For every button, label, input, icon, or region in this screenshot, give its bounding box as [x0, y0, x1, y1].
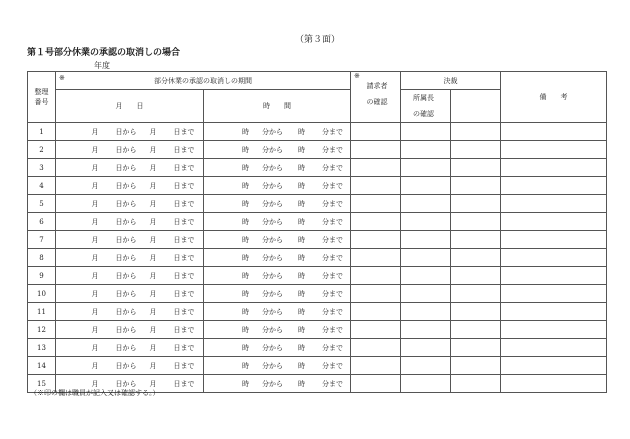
date-cell[interactable]: 月 日から 月 日まで [56, 357, 204, 375]
time-cell[interactable]: 時 分から 時 分まで [204, 303, 351, 321]
table-row [28, 231, 607, 249]
chief-cell[interactable] [401, 141, 451, 159]
decision-cell[interactable] [451, 195, 501, 213]
table-row [28, 177, 607, 195]
date-header: 月 日 [56, 90, 204, 123]
time-cell[interactable]: 時 分から 時 分まで [204, 357, 351, 375]
date-cell[interactable]: 月 日から 月 日まで [56, 159, 204, 177]
requester-cell[interactable] [351, 285, 401, 303]
decision-cell[interactable] [451, 159, 501, 177]
row-number: 14 [28, 357, 56, 375]
time-cell[interactable]: 時 分から 時 分まで [204, 213, 351, 231]
remarks-cell[interactable] [501, 375, 607, 393]
date-cell[interactable]: 月 日から 月 日まで [56, 141, 204, 159]
table-row [28, 357, 607, 375]
chief-header: 所属長 の確認 [401, 90, 451, 123]
footnote: （※印の欄は職員が記入又は確認する。） [30, 389, 160, 397]
row-number: 9 [28, 267, 56, 285]
remarks-cell[interactable] [501, 177, 607, 195]
row-number: 8 [28, 249, 56, 267]
decision-cell[interactable] [451, 267, 501, 285]
decision-cell[interactable] [451, 375, 501, 393]
decision-cell[interactable] [451, 141, 501, 159]
remarks-cell[interactable] [501, 213, 607, 231]
cancellation-table [27, 71, 607, 393]
time-cell[interactable]: 時 分から 時 分まで [204, 285, 351, 303]
decision-header: 決裁 [401, 72, 501, 90]
decision-cell[interactable] [451, 249, 501, 267]
requester-cell[interactable] [351, 339, 401, 357]
form-title: 第１号部分休業の承認の取消しの場合 [27, 48, 181, 58]
table-row [28, 249, 607, 267]
table-row [28, 267, 607, 285]
requester-cell[interactable] [351, 231, 401, 249]
requester-cell[interactable] [351, 249, 401, 267]
table-row [28, 141, 607, 159]
remarks-cell[interactable] [501, 285, 607, 303]
time-cell[interactable]: 時 分から 時 分まで [204, 159, 351, 177]
row-number: 4 [28, 177, 56, 195]
date-cell[interactable]: 月 日から 月 日まで [56, 213, 204, 231]
time-cell[interactable]: 時 分から 時 分まで [204, 123, 351, 141]
chief-cell[interactable] [401, 285, 451, 303]
decision-cell[interactable] [451, 303, 501, 321]
date-cell[interactable]: 月 日から 月 日まで [56, 339, 204, 357]
time-cell[interactable]: 時 分から 時 分まで [204, 249, 351, 267]
remarks-cell[interactable] [501, 249, 607, 267]
decision-cell[interactable] [451, 339, 501, 357]
date-cell[interactable]: 月 日から 月 日まで [56, 321, 204, 339]
time-cell[interactable]: 時 分から 時 分まで [204, 177, 351, 195]
chief-cell[interactable] [401, 357, 451, 375]
date-cell[interactable]: 月 日から 月 日まで [56, 285, 204, 303]
requester-cell[interactable] [351, 303, 401, 321]
time-cell[interactable]: 時 分から 時 分まで [204, 141, 351, 159]
requester-cell[interactable] [351, 141, 401, 159]
decision-cell[interactable] [451, 231, 501, 249]
date-cell[interactable]: 月 日から 月 日まで [56, 195, 204, 213]
date-cell[interactable]: 月 日から 月 日まで [56, 231, 204, 249]
table-row [28, 285, 607, 303]
decision-cell[interactable] [451, 285, 501, 303]
chief-cell[interactable] [401, 375, 451, 393]
remarks-cell[interactable] [501, 159, 607, 177]
row-number: 2 [28, 141, 56, 159]
decision-cell[interactable] [451, 321, 501, 339]
remarks-cell[interactable] [501, 195, 607, 213]
time-cell[interactable]: 時 分から 時 分まで [204, 321, 351, 339]
chief-cell[interactable] [401, 123, 451, 141]
table-row [28, 159, 607, 177]
row-number: 12 [28, 321, 56, 339]
date-cell[interactable]: 月 日から 月 日まで [56, 177, 204, 195]
remarks-cell[interactable] [501, 303, 607, 321]
requester-cell[interactable] [351, 267, 401, 285]
chief-cell[interactable] [401, 213, 451, 231]
requester-cell[interactable] [351, 213, 401, 231]
number-header: 整理 番号 [28, 72, 56, 123]
chief-cell[interactable] [401, 249, 451, 267]
requester-cell[interactable] [351, 159, 401, 177]
time-cell[interactable]: 時 分から 時 分まで [204, 195, 351, 213]
date-cell[interactable]: 月 日から 月 日まで [56, 267, 204, 285]
date-cell[interactable]: 月 日から 月 日まで [56, 303, 204, 321]
row-number: 1 [28, 123, 56, 141]
table-row [28, 321, 607, 339]
table-row [28, 303, 607, 321]
decision-cell[interactable] [451, 177, 501, 195]
time-cell[interactable]: 時 分から 時 分まで [204, 231, 351, 249]
table-row [28, 213, 607, 231]
remarks-cell[interactable] [501, 267, 607, 285]
requester-cell[interactable] [351, 195, 401, 213]
remarks-cell[interactable] [501, 339, 607, 357]
chief-cell[interactable] [401, 267, 451, 285]
requester-header: ※ 請求者 の確認 [351, 72, 401, 123]
time-header: 時 間 [204, 90, 351, 123]
chief-cell[interactable] [401, 195, 451, 213]
chief-cell[interactable] [401, 303, 451, 321]
time-cell[interactable]: 時 分から 時 分まで [204, 375, 351, 393]
date-cell[interactable]: 月 日から 月 日まで [56, 249, 204, 267]
remarks-cell[interactable] [501, 321, 607, 339]
year-field[interactable]: 年度 [66, 61, 110, 72]
decision-cell[interactable] [451, 123, 501, 141]
row-number: 13 [28, 339, 56, 357]
chief-cell[interactable] [401, 321, 451, 339]
row-number: 6 [28, 213, 56, 231]
requester-cell[interactable] [351, 321, 401, 339]
table-row [28, 339, 607, 357]
requester-cell[interactable] [351, 123, 401, 141]
remarks-cell[interactable] [501, 231, 607, 249]
decision-blank-header [451, 90, 501, 123]
date-cell[interactable]: 月 日から 月 日まで [56, 375, 204, 393]
row-number: 3 [28, 159, 56, 177]
table-row [28, 195, 607, 213]
chief-cell[interactable] [401, 177, 451, 195]
remarks-cell[interactable] [501, 123, 607, 141]
requester-cell[interactable] [351, 357, 401, 375]
period-header: ※ 部分休業の承認の取消しの期間 [56, 72, 351, 90]
table-row [28, 123, 607, 141]
chief-cell[interactable] [401, 339, 451, 357]
requester-cell[interactable] [351, 375, 401, 393]
chief-cell[interactable] [401, 159, 451, 177]
time-cell[interactable]: 時 分から 時 分まで [204, 339, 351, 357]
remarks-cell[interactable] [501, 357, 607, 375]
date-cell[interactable]: 月 日から 月 日まで [56, 123, 204, 141]
remarks-cell[interactable] [501, 141, 607, 159]
row-number: 11 [28, 303, 56, 321]
chief-cell[interactable] [401, 231, 451, 249]
time-cell[interactable]: 時 分から 時 分まで [204, 267, 351, 285]
row-number: 10 [28, 285, 56, 303]
page-label: （第３面） [295, 35, 341, 45]
remarks-header: 備 考 [501, 72, 607, 123]
row-number: 7 [28, 231, 56, 249]
decision-cell[interactable] [451, 357, 501, 375]
decision-cell[interactable] [451, 213, 501, 231]
requester-cell[interactable] [351, 177, 401, 195]
row-number: 15 [28, 375, 56, 393]
row-number: 5 [28, 195, 56, 213]
